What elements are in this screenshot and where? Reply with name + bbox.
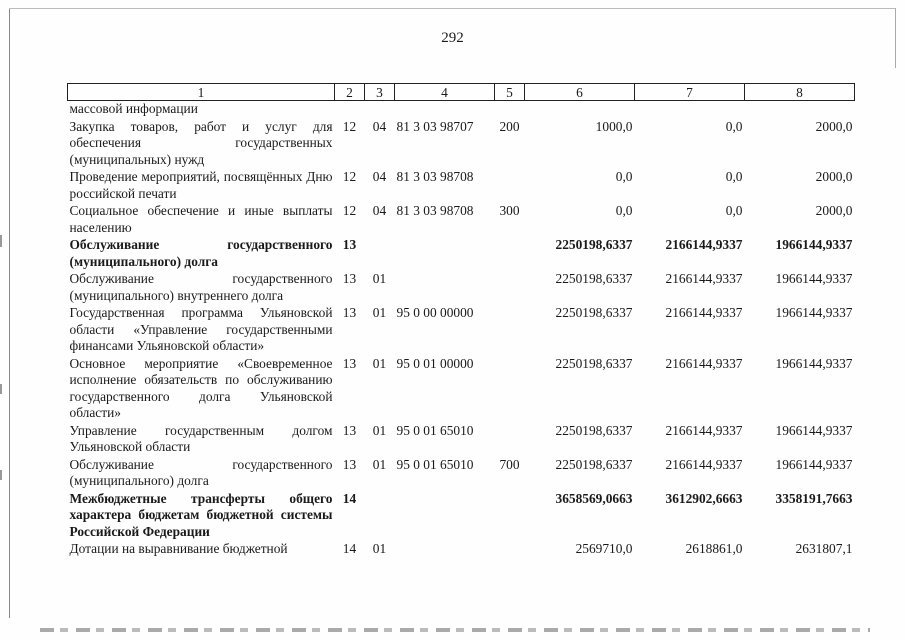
row-value-col8: 1966144,9337 [775,355,853,371]
row-target-article [395,271,495,305]
budget-table [67,83,855,559]
row-value-col6: 2250198,6337 [555,237,633,252]
row-name: Проведение мероприятий, посвящённых Дню российской печати [69,169,333,201]
row-expense-type [495,423,525,457]
row-value-col7: 2166144,9337 [665,456,743,472]
row-subsection: 01 [372,541,387,556]
row-value-col8: 3358191,7663 [775,490,853,506]
row-value-col7: 2166144,9337 [665,422,743,438]
row-section: 14 [342,490,357,506]
row-subsection: 04 [372,169,387,184]
row-value-col6: 1000,0 [595,118,633,134]
row-value-col6: 2250198,6337 [555,422,633,438]
row-expense-type: 700 [499,456,520,472]
row-target-article: 95 0 00 00000 [396,305,474,320]
row-subsection: 01 [372,456,387,472]
column-header: 2 [335,84,365,101]
row-section: 12 [342,203,357,218]
row-value-col7: 2166144,9337 [665,305,743,320]
row-target-article: 95 0 01 00000 [396,355,474,371]
column-header: 7 [635,84,745,101]
row-name: Обслуживание государственного (муниципального) внутреннего долга [69,271,333,303]
table-body [68,101,855,559]
row-expense-type: 300 [499,203,520,218]
row-value-col8: 1966144,9337 [775,422,853,438]
table-row [68,169,855,203]
row-subsection: 01 [372,422,387,438]
row-section: 13 [342,237,357,252]
row-value-col6: 2569710,0 [575,541,633,556]
row-subsection [365,491,395,542]
row-section: 13 [342,305,357,320]
row-subsection [365,101,395,119]
row-value-col8: 1966144,9337 [775,456,853,472]
table-row [68,237,855,271]
row-value-col7: 2618861,0 [685,541,743,556]
row-value-col7: 2166144,9337 [665,237,743,252]
row-target-article: 81 3 03 98708 [396,203,474,218]
row-name: Обслуживание государственного (муниципального) долга [69,456,333,488]
row-section: 12 [342,118,357,134]
scan-mark [0,470,2,480]
table-row [68,101,855,119]
table-row [68,541,855,559]
row-target-article: 95 0 01 65010 [396,422,474,438]
row-expense-type [495,356,525,423]
row-section: 13 [342,422,357,438]
column-header: 4 [395,84,495,101]
row-value-col6: 0,0 [615,169,633,184]
row-value-col6: 2250198,6337 [555,271,633,286]
row-value-col7: 0,0 [725,118,743,134]
column-header: 5 [495,84,525,101]
row-expense-type [495,305,525,356]
row-value-col6: 2250198,6337 [555,355,633,371]
row-name: Обслуживание государственного (муниципального) долга [69,237,333,269]
row-target-article: 81 3 03 98707 [396,118,474,134]
row-section: 12 [342,169,357,184]
row-target-article [395,101,495,119]
row-name: Межбюджетные трансферты общего характера бюджетам бюджетной системы Российской Федерации [69,490,333,539]
row-value-col7: 0,0 [725,203,743,218]
row-expense-type [495,237,525,271]
row-subsection: 01 [372,305,387,320]
row-name: Дотации на выравнивание бюджетной [69,541,288,556]
page-edge-top [9,8,895,9]
row-target-article [395,237,495,271]
table-row [68,271,855,305]
table-row [68,423,855,457]
table-row [68,457,855,491]
table-row [68,119,855,170]
scan-mark [0,384,2,394]
row-expense-type [495,169,525,203]
table-header [68,84,855,101]
row-value-col7 [635,101,745,119]
row-value-col6: 2250198,6337 [555,456,633,472]
table-row [68,305,855,356]
row-value-col6: 0,0 [615,203,633,218]
row-subsection: 01 [372,355,387,371]
row-expense-type [495,101,525,119]
row-subsection: 04 [372,203,387,218]
row-name: Государственная программа Ульяновской области «Управление государственными финансами Ульяновской области» [69,305,333,353]
row-expense-type [495,541,525,559]
row-target-article: 81 3 03 98708 [396,169,474,184]
row-value-col7: 0,0 [725,169,743,184]
row-expense-type [495,271,525,305]
row-target-article [395,491,495,542]
table-row [68,203,855,237]
column-header: 8 [745,84,855,101]
row-name: Социальное обеспечение и иные выплаты населению [69,203,333,235]
row-target-article [395,541,495,559]
scan-artifact-bottom [40,628,870,632]
row-target-article: 95 0 01 65010 [396,456,474,472]
page-edge-left [9,8,10,618]
row-expense-type [495,491,525,542]
column-header: 6 [525,84,635,101]
row-section: 13 [342,271,357,286]
row-subsection: 04 [372,118,387,134]
row-section: 13 [342,456,357,472]
row-value-col8 [745,101,855,119]
row-value-col8: 1966144,9337 [775,271,853,286]
row-expense-type: 200 [499,118,520,134]
row-value-col6: 3658569,0663 [555,490,633,506]
column-header: 1 [68,84,335,101]
column-header: 3 [365,84,395,101]
row-value-col8: 2000,0 [815,118,853,134]
row-name: Основное мероприятие «Своевременное исполнение обязательств по обслуживанию государственного долга Ульяновской области» [69,355,333,420]
row-subsection: 01 [372,271,387,286]
row-name: Закупка товаров, работ и услуг для обеспечения государственных (муниципальных) нужд [69,118,333,167]
row-subsection [365,237,395,271]
page-number: 292 [441,30,464,46]
row-value-col7: 2166144,9337 [665,355,743,371]
scan-mark [0,235,2,247]
row-section: 13 [342,355,357,371]
row-value-col8: 1966144,9337 [775,237,853,252]
row-value-col6 [525,101,635,119]
row-value-col8: 2631807,1 [795,541,853,556]
table-row [68,356,855,423]
row-value-col8: 2000,0 [815,203,853,218]
row-value-col7: 3612902,6663 [665,490,743,506]
row-value-col6: 2250198,6337 [555,305,633,320]
row-section [335,101,365,119]
row-section: 14 [342,541,357,556]
row-value-col8: 2000,0 [815,169,853,184]
row-value-col7: 2166144,9337 [665,271,743,286]
table-row [68,491,855,542]
row-name: Управление государственным долгом Ульяновской области [69,422,333,454]
row-value-col8: 1966144,9337 [775,305,853,320]
row-name: массовой информации [69,101,198,116]
